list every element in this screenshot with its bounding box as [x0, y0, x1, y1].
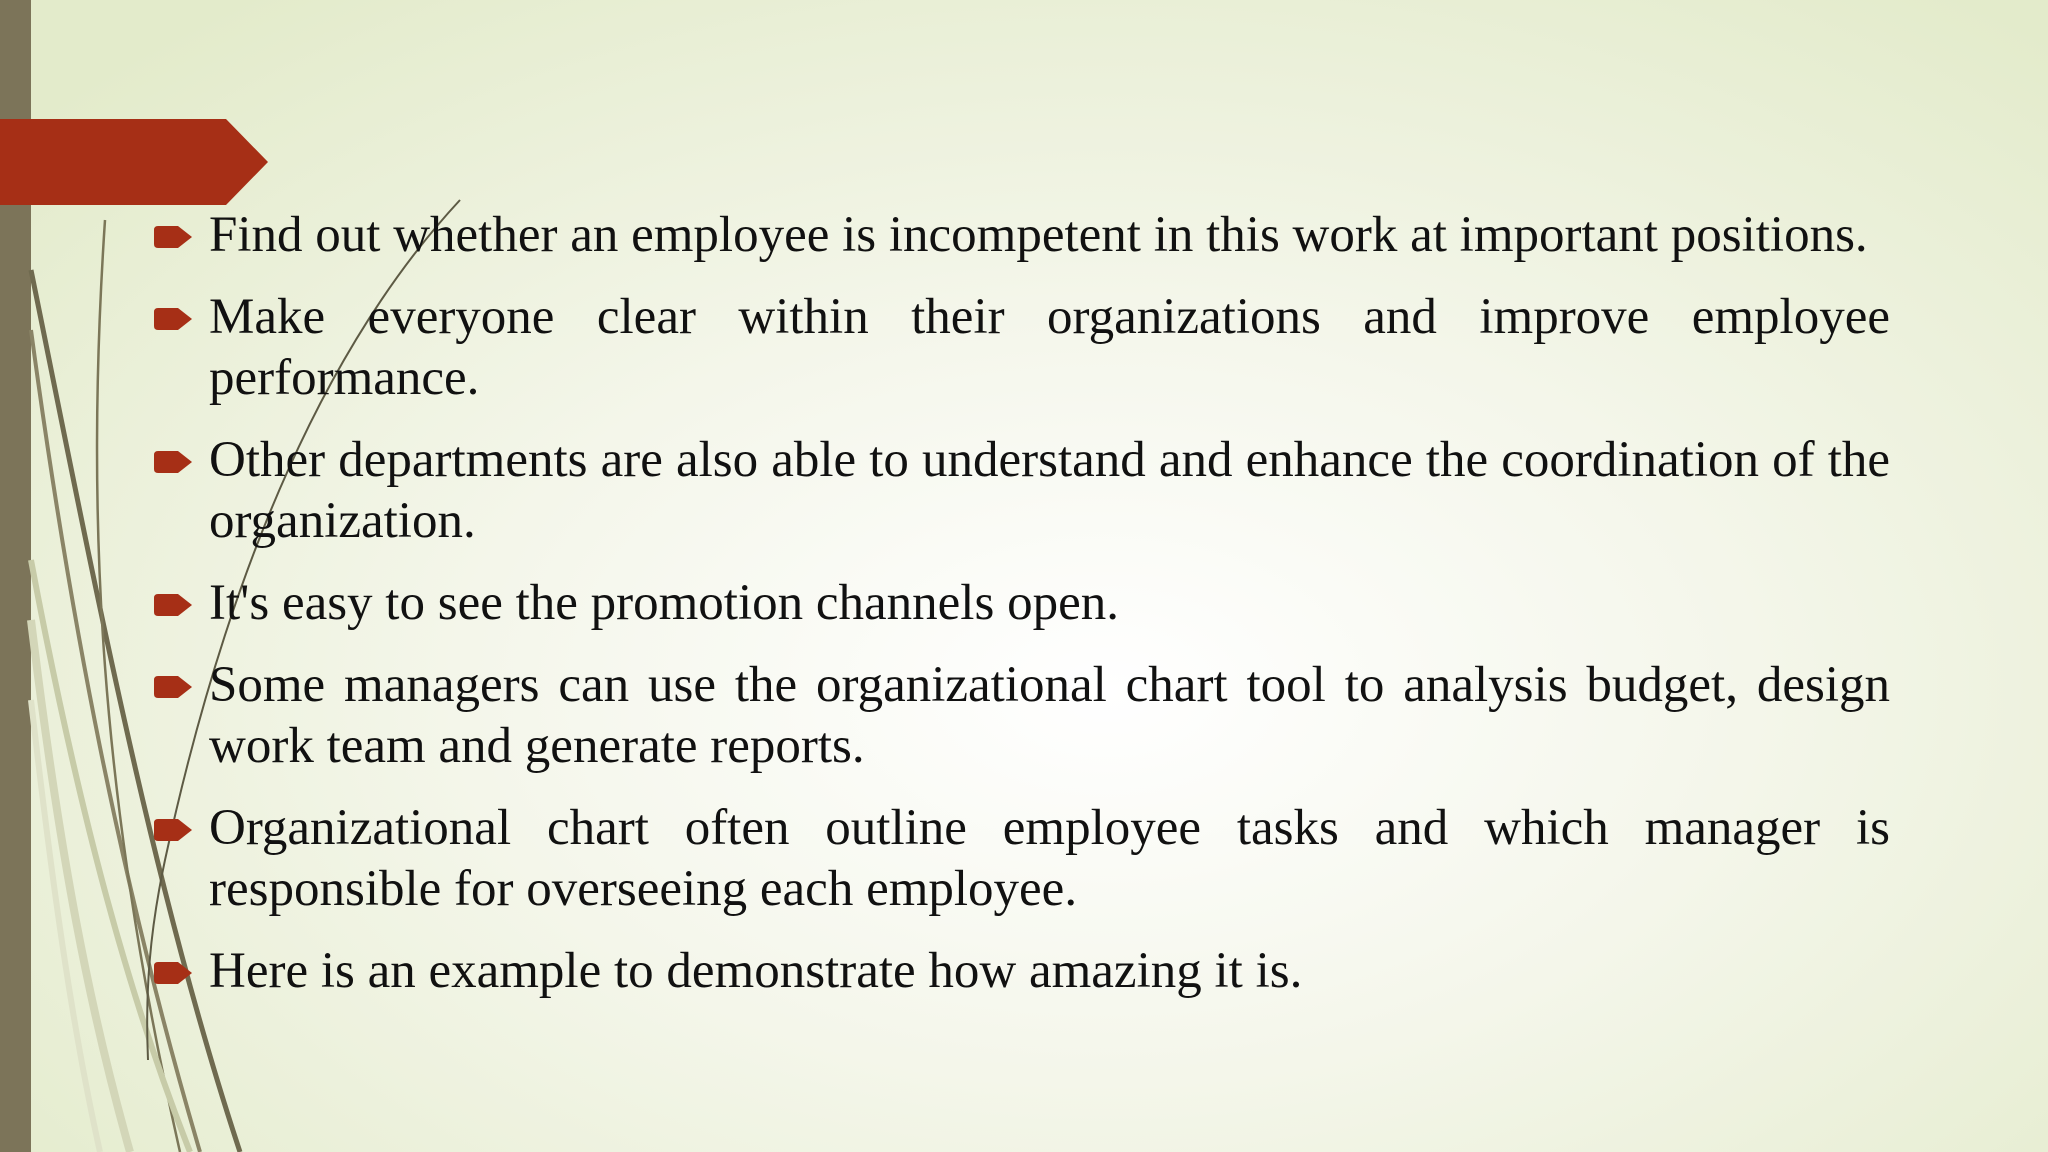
arrow-bullet-icon — [154, 308, 192, 330]
bullet-text: Other departments are also able to understand and enhance the coordination of the organization. — [209, 432, 1890, 549]
bullet-text: Make everyone clear within their organizations and improve employee performance. — [209, 289, 1890, 406]
bullet-item — [150, 941, 1890, 1002]
bullet-text: It's easy to see the promotion channels open. — [209, 575, 1119, 631]
bullet-item — [150, 573, 1890, 634]
bullet-item — [150, 205, 1890, 266]
arrow-bullet-icon — [154, 962, 192, 984]
bullet-item — [150, 798, 1890, 920]
decorative-curve — [31, 700, 100, 1152]
bullet-text: Here is an example to demonstrate how amazing it is. — [209, 943, 1303, 999]
arrow-bullet-icon — [154, 819, 192, 841]
decorative-curve — [31, 620, 130, 1152]
bullet-list — [150, 205, 1890, 1023]
arrow-bullet-icon — [154, 451, 192, 473]
bullet-text: Find out whether an employee is incompetent in this work at important positions. — [209, 207, 1868, 263]
bullet-text: Some managers can use the organizational chart tool to analysis budget, design work team and generate reports. — [209, 657, 1890, 774]
bullet-item — [150, 430, 1890, 552]
arrow-bullet-icon — [154, 676, 192, 698]
arrow-bullet-icon — [154, 594, 192, 616]
bullet-text: Organizational chart often outline employee tasks and which manager is responsible for overseeing each employee. — [209, 800, 1890, 917]
arrow-bullet-icon — [154, 226, 192, 248]
bullet-item — [150, 287, 1890, 409]
accent-arrow-shape — [0, 119, 270, 205]
bullet-item — [150, 655, 1890, 777]
